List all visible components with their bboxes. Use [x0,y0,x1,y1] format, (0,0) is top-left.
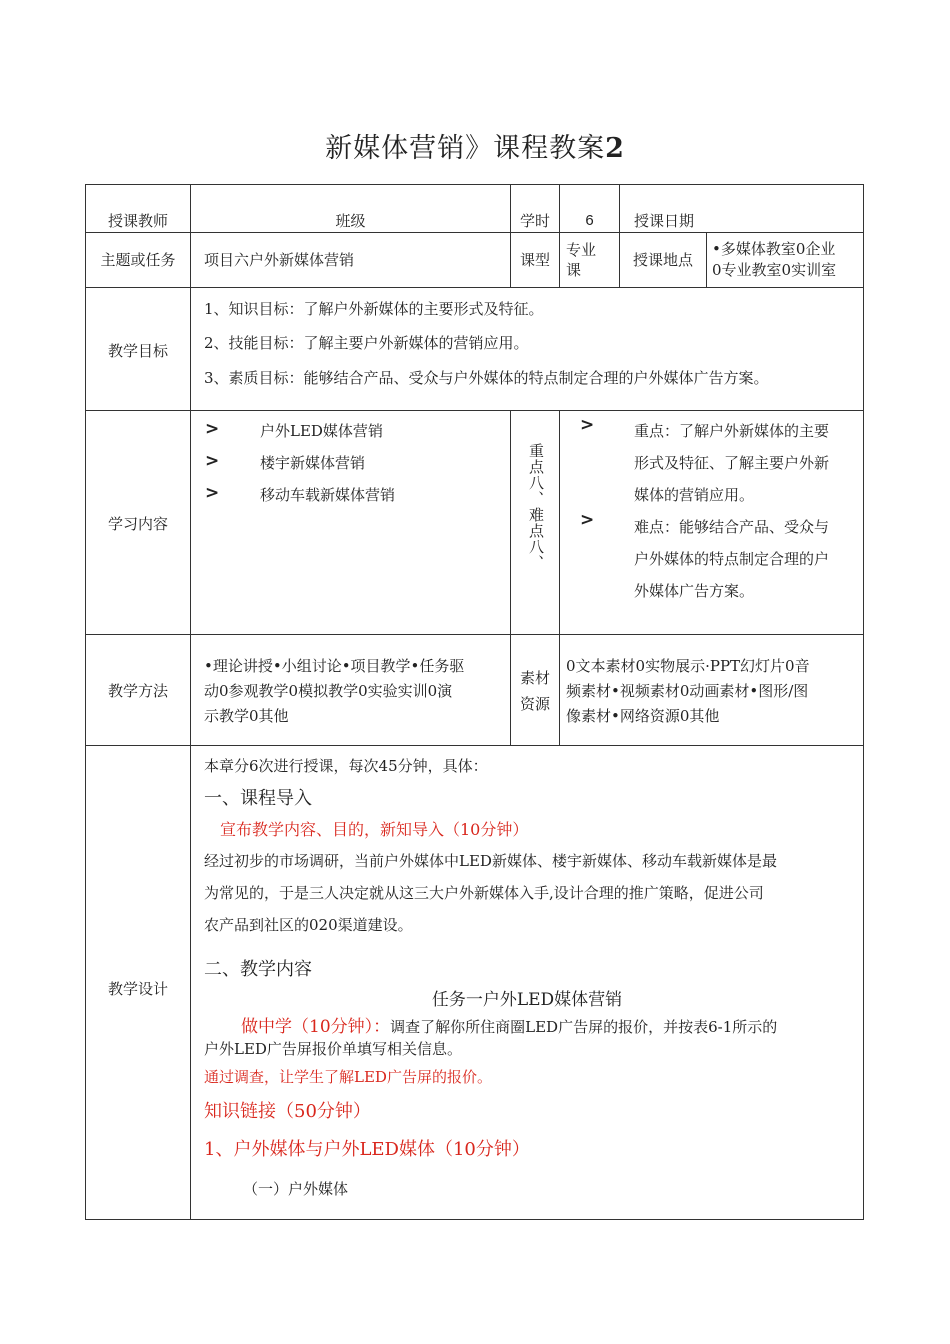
content-item: 移动车载新媒体营销 [260,486,396,504]
row-divider [85,745,864,746]
topic-label: 主题或任务 [100,251,176,269]
row-divider [85,232,864,233]
intro-note: 宣布教学内容、目的，新知导入（10分钟） [220,820,529,839]
key-difficulty-label: 重点八、难点八、 [527,443,545,571]
methods-line: 示教学0其他 [204,707,289,725]
bullet-arrow: > [580,415,595,435]
page-title: 新媒体营销》课程教案2 [325,133,625,164]
intro-paragraph-line: 农产品到社区的020渠道建设。 [204,916,413,934]
do-learn-line [241,1017,861,1037]
resources-label: 素材 [519,669,550,687]
date-label: 授课日期 [634,212,695,230]
row-divider [85,287,864,288]
difficulty-line: 外媒体广告方案。 [634,582,755,600]
do-learn-label: 做中学（10分钟）： [241,1017,391,1037]
cell-divider [619,184,620,288]
do-learn-text: 调查了解你所住商圈LED广告屏的报价，并按表6-1所示的 [390,1018,778,1036]
topic-value: 项目六户外新媒体营销 [204,251,355,269]
subsection-heading: 1、户外媒体与户外LED媒体（10分钟） [204,1139,530,1160]
place-options-line1: •多媒体教室0企业 [712,240,836,258]
cell-divider [510,184,511,288]
table-top-border [85,184,864,185]
design-intro: 本章分6次进行授课，每次45分钟，具体： [204,757,488,775]
label-column-divider [190,184,191,1220]
key-point-line: 重点：了解户外新媒体的主要 [634,422,830,440]
class-label: 班级 [335,212,366,230]
bullet-arrow: > [580,510,595,530]
cell-divider [559,410,560,746]
section-heading: 二、教学内容 [204,959,312,980]
intro-paragraph-line: 经过初步的市场调研，当前户外媒体中LED新媒体、楼宇新媒体、移动车载新媒体是最 [204,852,777,870]
section-heading: 一、课程导入 [204,788,312,809]
row-divider [85,634,864,635]
resources-line: 频素材•视频素材0动画素材•图形/图 [566,682,809,700]
methods-label: 教学方法 [107,682,168,700]
table-bottom-border [85,1219,864,1220]
cell-divider [559,184,560,288]
survey-note: 通过调查，让学生了解LED广告屏的报价。 [204,1068,492,1086]
resources-label: 资源 [519,695,550,713]
methods-line: 动0参观教学0模拟教学0实验实训0演 [204,682,453,700]
intro-paragraph-line: 为常见的，于是三人决定就从这三大户外新媒体入手,设计合理的推广策略，促进公司 [204,884,764,902]
difficulty-line: 难点：能够结合产品、受众与 [634,518,830,536]
table-right-border [863,184,864,1220]
bullet-arrow: > [205,483,220,503]
task-title: 任务一户外LED媒体营销 [431,990,623,1010]
goals-label: 教学目标 [107,342,168,360]
goal-item: 3、素质目标：能够结合产品、受众与户外媒体的特点制定合理的户外媒体广告方案。 [204,369,769,387]
knowledge-heading: 知识链接（50分钟） [204,1101,371,1122]
hours-value: 6 [585,212,594,229]
place-options-line2: 0专业教室0实训室 [712,261,837,279]
bullet-arrow: > [205,451,220,471]
cell-divider [706,232,707,288]
place-label: 授课地点 [632,251,693,269]
type-label: 课型 [519,251,550,269]
content-label: 学习内容 [107,515,168,533]
row-divider [85,410,864,411]
type-value: 专业课 [566,241,597,279]
bullet-arrow: > [205,419,220,439]
difficulty-line: 户外媒体的特点制定合理的户 [634,550,830,568]
key-point-line: 形式及特征、了解主要户外新 [634,454,830,472]
table-left-border [85,184,86,1220]
teacher-label: 授课教师 [107,212,168,230]
design-label: 教学设计 [107,980,168,998]
content-item: 户外LED媒体营销 [260,422,383,440]
subsection-item: （一）户外媒体 [243,1180,349,1198]
content-item: 楼宇新媒体营销 [260,454,366,472]
hours-label: 学时 [519,212,550,230]
resources-line: 0文本素材0实物展示·PPT幻灯片0音 [566,657,810,675]
goal-item: 2、技能目标：了解主要户外新媒体的营销应用。 [204,334,529,352]
methods-line: •理论讲授•小组讨论•项目教学•任务驱 [204,657,465,675]
do-learn-text-cont: 户外LED广告屏报价单填写相关信息。 [204,1040,462,1058]
goal-item: 1、知识目标：了解户外新媒体的主要形式及特征。 [204,300,544,318]
resources-line: 像素材•网络资源0其他 [566,707,720,725]
key-point-line: 媒体的营销应用。 [634,486,755,504]
